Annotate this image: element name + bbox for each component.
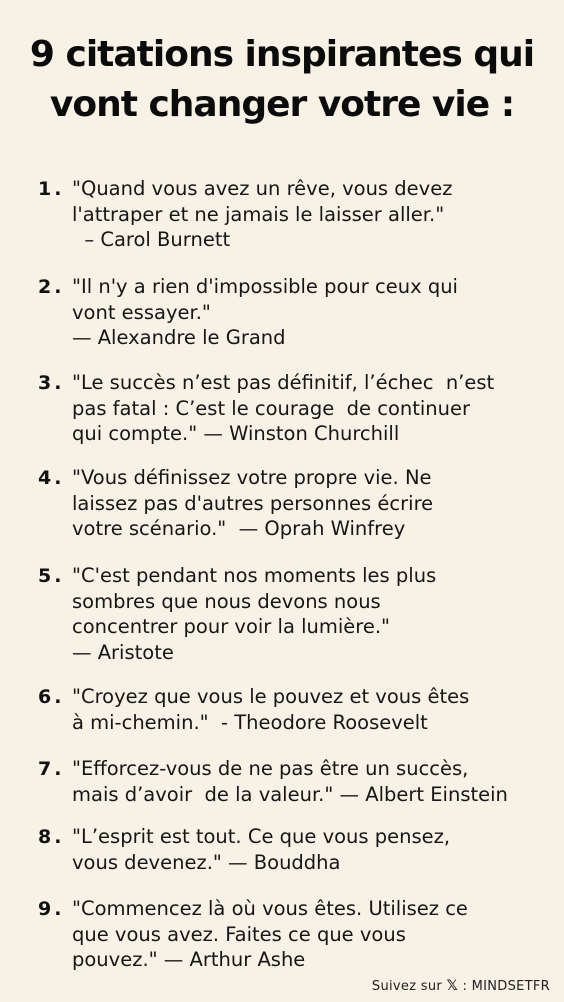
- quote-line: votre scénario." — Oprah Winfrey: [72, 517, 406, 540]
- quote-number: 5.: [38, 565, 65, 587]
- quote-line: pouvez." — Arthur Ashe: [72, 948, 306, 971]
- quote-number: 7.: [38, 758, 65, 780]
- quote-line: laissez pas d'autres personnes écrire: [72, 491, 434, 515]
- page-title: [0, 30, 564, 130]
- quote-line: — Aristote: [72, 640, 174, 664]
- quote-line: "L’esprit est tout. Ce que vous pensez,: [72, 825, 451, 848]
- quote-number: 9.: [38, 898, 65, 920]
- quote-number: 8.: [38, 826, 65, 848]
- quote-text: [72, 465, 556, 542]
- quote-text: [72, 370, 556, 447]
- x-logo-icon: 𝕏: [446, 978, 459, 994]
- quote-line: vous devenez." — Bouddha: [72, 850, 341, 874]
- quote-line: — Alexandre le Grand: [72, 326, 286, 349]
- quote-line: "Commencez là où vous êtes. Utilisez ce: [72, 897, 468, 920]
- quote-line: concentrer pour voir la lumière.": [72, 615, 391, 638]
- footer-handle: : MINDSETFR: [462, 979, 550, 994]
- quote-number: 2.: [38, 276, 65, 298]
- quote-line: mais d’avoir de la valeur." — Albert Einstein: [72, 782, 508, 806]
- quote-line: qui compte." — Winston Churchill: [72, 422, 400, 445]
- quote-text: [72, 684, 556, 735]
- quote-number: 1.: [38, 178, 65, 200]
- footer-prefix: Suivez sur: [371, 979, 443, 994]
- quote-number: 6.: [38, 686, 65, 708]
- quote-line: vont essayer.": [72, 300, 211, 324]
- quote-line: "Efforcez-vous de ne pas être un succès,: [72, 757, 469, 780]
- quote-line: – Carol Burnett: [72, 228, 231, 251]
- quote-text: [72, 274, 556, 351]
- quote-text: [72, 563, 556, 665]
- quote-text: [72, 824, 556, 875]
- quote-line: "C'est pendant nos moments les plus: [72, 564, 437, 587]
- quote-text: [72, 176, 556, 253]
- quote-line: sombres que nous devons nous: [72, 589, 381, 613]
- quote-line: "Quand vous avez un rêve, vous devez: [72, 177, 453, 200]
- quote-number: 3.: [38, 372, 65, 394]
- quote-number: 4.: [38, 467, 65, 489]
- quote-line: l'attraper et ne jamais le laisser aller.": [72, 202, 445, 226]
- quote-line: que vous avez. Faites ce que vous: [72, 922, 406, 946]
- footer-credit: [372, 978, 550, 994]
- quote-text: [72, 756, 556, 807]
- quote-line: pas fatal : C’est le courage de continuer: [72, 396, 471, 420]
- quote-line: "Croyez que vous le pouvez et vous êtes: [72, 685, 470, 708]
- quote-line: "Vous définissez votre propre vie. Ne: [72, 466, 432, 489]
- title-line-1: 9 citations inspirantes qui: [29, 34, 535, 75]
- quote-text: [72, 896, 556, 973]
- quote-line: "Il n'y a rien d'impossible pour ceux qui: [72, 275, 458, 298]
- title-line-2: vont changer votre vie :: [49, 84, 515, 125]
- quote-line: "Le succès n’est pas définitif, l’échec n’est: [72, 371, 495, 394]
- quote-line: à mi-chemin." - Theodore Roosevelt: [72, 710, 428, 734]
